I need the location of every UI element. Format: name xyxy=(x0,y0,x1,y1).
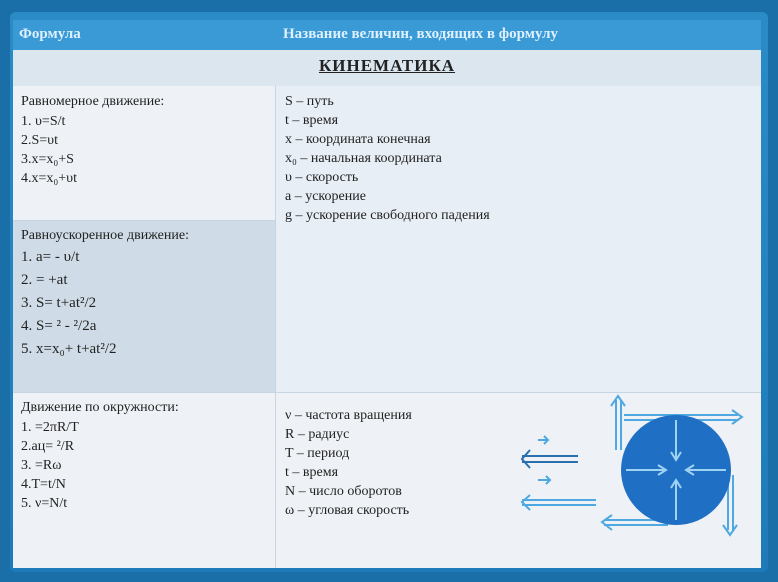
header-formula: Формула xyxy=(19,26,81,42)
quantity-t2: t – время xyxy=(285,465,339,480)
quantity-v: υ – скорость xyxy=(285,170,359,185)
uniform-motion-title: Равномерное движение: xyxy=(21,94,165,109)
quantities-top-cell xyxy=(275,86,761,392)
quantity-x0: x₀ – начальная координата xyxy=(285,151,442,166)
arrow-double-2 xyxy=(522,495,596,510)
accel-formula-3: 3. S= t+at²/2 xyxy=(21,295,97,311)
row-divider-1 xyxy=(13,220,275,221)
uniform-formula-2: 2.S=υt xyxy=(21,133,59,148)
circular-motion-title: Движение по окружности: xyxy=(21,400,179,415)
accelerated-motion-cell xyxy=(13,220,275,392)
circular-motion-cell xyxy=(13,392,275,568)
quantity-T: T – период xyxy=(285,446,350,461)
accel-formula-2: 2. = +at xyxy=(21,272,68,288)
accelerated-motion-title: Равноускоренное движение: xyxy=(21,228,189,243)
formula-table xyxy=(13,20,761,568)
circ-formula-1: 1. =2πR/T xyxy=(21,420,79,435)
quantity-a: a – ускорение xyxy=(285,189,366,204)
accel-formula-4: 4. S= ² - ²/2a xyxy=(21,318,97,334)
arrow-double-1 xyxy=(522,450,578,468)
uniform-formula-4: 4.x=x₀+υt xyxy=(21,171,77,186)
quantity-N: N – число оборотов xyxy=(285,484,402,499)
quantity-S: S – путь xyxy=(285,94,334,109)
uniform-formula-3: 3.x=x₀+S xyxy=(21,152,74,167)
quantity-nu: ν – частота вращения xyxy=(285,408,412,423)
accel-formula-1: 1. a= - υ/t xyxy=(21,249,80,265)
uniform-formula-1: 1. υ=S/t xyxy=(21,114,66,129)
quantity-x: x – координата конечная xyxy=(285,132,431,147)
circular-motion-diagram xyxy=(508,370,758,560)
section-title-text: КИНЕМАТИКА xyxy=(318,56,456,75)
quantity-g: g – ускорение свободного падения xyxy=(285,208,490,223)
arrow-top-vertical xyxy=(611,396,625,450)
circ-formula-5: 5. ν=N/t xyxy=(21,496,68,511)
circ-formula-4: 4.T=t/N xyxy=(21,477,66,492)
uniform-motion-cell xyxy=(13,86,275,220)
quantity-omega: ω – угловая скорость xyxy=(285,503,410,518)
accel-formula-5: 5. x=x₀+ t+at²/2 xyxy=(21,341,117,357)
header-quantities: Название величин, входящих в формулу xyxy=(283,26,559,42)
quantity-t: t – время xyxy=(285,113,339,128)
arrow-small-2 xyxy=(538,476,550,484)
table-header xyxy=(13,20,761,50)
section-title xyxy=(13,50,761,86)
arrow-small-1 xyxy=(538,436,548,444)
column-divider xyxy=(275,86,276,568)
quantity-R: R – радиус xyxy=(285,427,350,442)
circ-formula-3: 3. =Rω xyxy=(21,458,62,473)
circ-formula-2: 2.aц= ²/R xyxy=(21,439,75,454)
